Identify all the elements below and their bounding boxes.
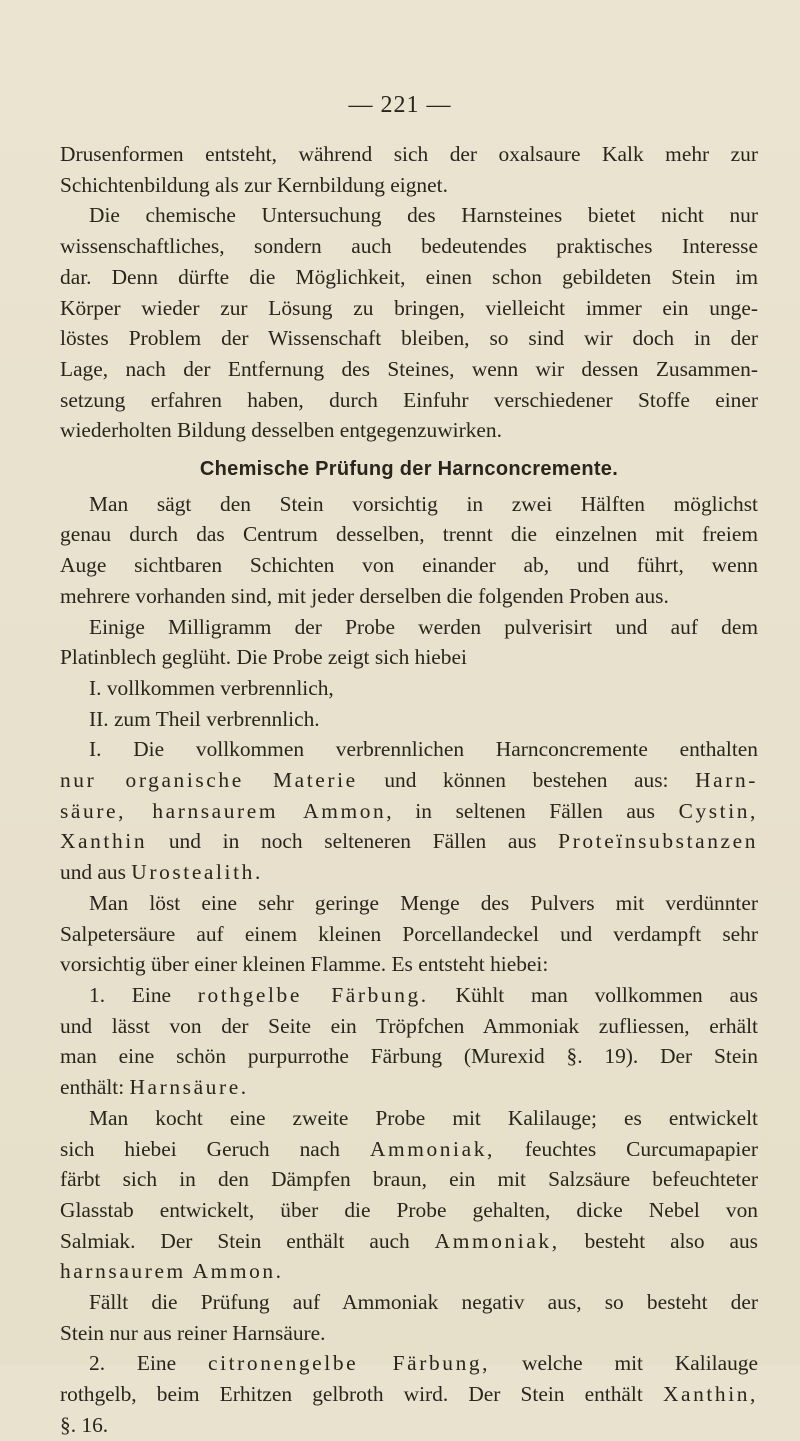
spaced-term: Harn-	[695, 768, 758, 793]
text-line	[60, 796, 758, 827]
text-run: , in seltenen Fällen aus	[386, 798, 679, 823]
text-run: und aus	[60, 860, 132, 885]
text-line	[60, 857, 758, 888]
spaced-term: Harnsäure.	[129, 1075, 249, 1100]
text-line: Auge sichtbaren Schichten von einander ab, und führt, wenn	[60, 553, 758, 578]
text-run: 2. Eine	[89, 1351, 208, 1376]
text-run: feuchtes Curcumapapier	[494, 1136, 758, 1161]
text-line: und lässt von der Seite ein Tröpfchen Ammoniak zufliessen, erhält	[60, 1013, 758, 1038]
spaced-term: harnsaurem Ammon.	[60, 1259, 284, 1284]
text-run: welche mit Kalilauge	[490, 1351, 758, 1376]
section-heading: Chemische Prüfung der Harnconcremente.	[199, 458, 619, 481]
list-item: II. zum Theil verbrennlich.	[89, 706, 320, 731]
text-line: Die chemische Untersuchung des Harnsteines bietet nicht nur	[89, 203, 758, 228]
body-text	[60, 139, 758, 1441]
text-line: Stein nur aus reiner Harnsäure.	[60, 1320, 326, 1345]
spaced-term: rothgelbe Färbung.	[197, 982, 429, 1007]
text-line: vorsichtig über einer kleinen Flamme. Es entsteht hiebei:	[60, 952, 549, 977]
text-line	[60, 1226, 758, 1257]
spaced-term: nur organische Materie	[60, 768, 358, 793]
text-line: Platinblech geglüht. Die Probe zeigt sich hiebei	[60, 645, 467, 670]
text-run: und können bestehen aus:	[357, 768, 696, 793]
spaced-term: Ammoniak,	[369, 1136, 495, 1161]
text-line: I. Die vollkommen verbrennlichen Harnconcremente enthalten	[89, 737, 758, 762]
text-run: Salmiak. Der Stein enthält auch	[60, 1228, 435, 1253]
text-line	[60, 1379, 758, 1410]
text-line: §. 16.	[60, 1412, 109, 1437]
text-line: Glasstab entwickelt, über die Probe gehalten, dicke Nebel von	[60, 1197, 758, 1222]
spaced-term: Xanthin	[60, 829, 148, 854]
text-line: färbt sich in den Dämpfen braun, ein mit Salzsäure befeuchteter	[60, 1167, 758, 1192]
text-line	[60, 1072, 758, 1103]
text-line	[60, 980, 758, 1011]
spaced-term: citronengelbe Färbung,	[208, 1351, 491, 1376]
text-line: Drusenformen entsteht, während sich der oxalsaure Kalk mehr zur	[60, 142, 758, 166]
text-line: Fällt die Prüfung auf Ammoniak negativ aus, so besteht der	[89, 1290, 758, 1315]
text-line: Salpetersäure auf einem kleinen Porcellandeckel und verdampft sehr	[60, 921, 758, 946]
text-line	[60, 826, 758, 857]
list-item: I. vollkommen verbrennlich,	[89, 675, 334, 700]
text-run: Kühlt man vollkommen aus	[428, 982, 758, 1007]
text-run: sich hiebei Geruch nach	[60, 1136, 370, 1161]
text-line: wiederholten Bildung desselben entgegenzuwirken.	[60, 418, 502, 443]
text-line	[60, 765, 758, 796]
text-line: Lage, nach der Entfernung des Steines, wenn wir dessen Zusammen-	[60, 356, 758, 381]
spaced-term: Ammoniak,	[434, 1228, 560, 1253]
text-line: Einige Milligramm der Probe werden pulverisirt und auf dem	[89, 614, 758, 639]
spaced-term: Urostealith.	[131, 860, 263, 885]
text-line: dar. Denn dürfte die Möglichkeit, einen schon gebildeten Stein im	[60, 264, 758, 289]
text-run: besteht also aus	[559, 1228, 758, 1253]
text-line: setzung erfahren haben, durch Einfuhr verschiedener Stoffe einer	[60, 387, 758, 412]
spaced-term: Proteïnsubstanzen	[558, 829, 758, 854]
spaced-term: säure, harnsaurem Ammon	[60, 798, 387, 823]
text-line: löstes Problem der Wissenschaft bleiben, so sind wir doch in der	[60, 326, 758, 351]
spaced-term: Xanthin,	[662, 1382, 758, 1407]
text-line	[60, 1256, 758, 1287]
text-line: Körper wieder zur Lösung zu bringen, vielleicht immer ein unge-	[60, 295, 758, 320]
text-line: wissenschaftliches, sondern auch bedeutendes praktisches Interesse	[60, 234, 758, 259]
spaced-term: Cystin,	[678, 798, 759, 823]
text-line: mehrere vorhanden sind, mit jeder derselben die folgenden Proben aus.	[60, 583, 669, 608]
text-line: Man sägt den Stein vorsichtig in zwei Hälften möglichst	[89, 491, 758, 516]
text-run: rothgelb, beim Erhitzen gelbroth wird. Der Stein enthält	[60, 1382, 663, 1407]
page-number: — 221 —	[348, 92, 452, 118]
text-line: genau durch das Centrum desselben, trennt die einzelnen mit freiem	[60, 522, 758, 547]
text-line: Man kocht eine zweite Probe mit Kalilauge; es entwickelt	[89, 1105, 758, 1130]
text-line	[60, 1134, 758, 1165]
text-run: enthält:	[60, 1075, 130, 1100]
text-run: 1. Eine	[89, 982, 198, 1007]
text-line: man eine schön purpurrothe Färbung (Murexid §. 19). Der Stein	[60, 1044, 758, 1069]
text-line: Schichtenbildung als zur Kernbildung eignet.	[60, 172, 448, 197]
text-line	[60, 1348, 758, 1379]
text-line: Man löst eine sehr geringe Menge des Pulvers mit verdünnter	[89, 890, 758, 915]
text-run: und in noch selteneren Fällen aus	[147, 829, 559, 854]
